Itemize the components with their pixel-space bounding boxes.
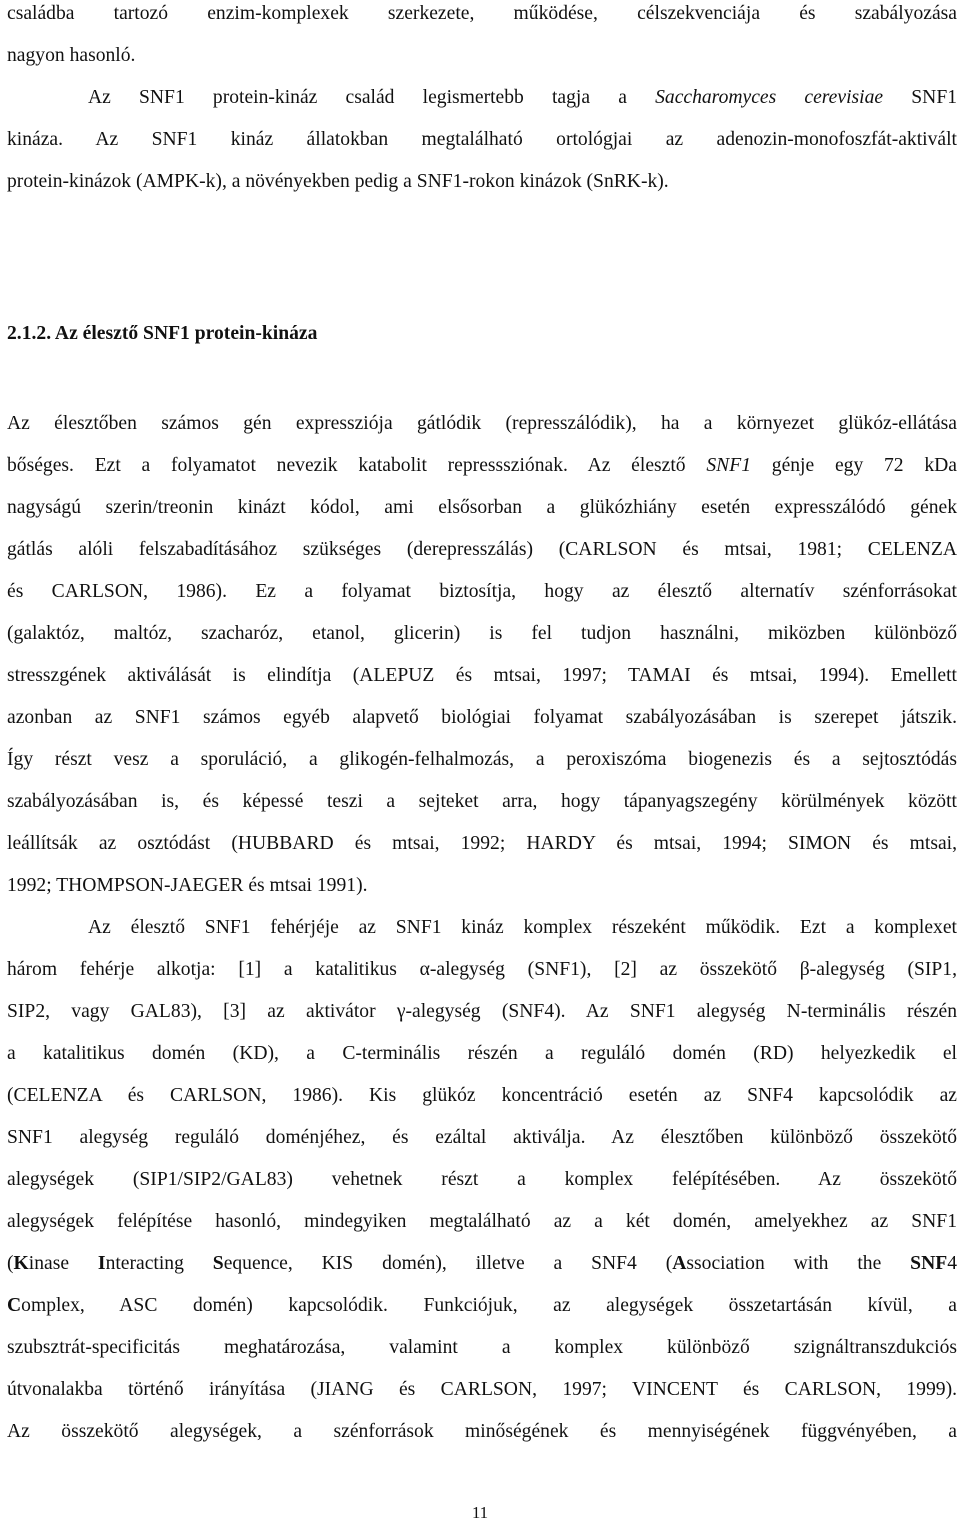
- text-line: [88, 86, 957, 110]
- text-line: Az élesztő SNF1 fehérjéje az SNF1 kináz komplex részeként működik. Ezt a komplexet: [88, 917, 957, 938]
- text-line: (galaktóz, maltóz, szacharóz, etanol, glicerin) is fel tudjon használni, miközben különböző: [7, 623, 957, 644]
- text-line: alegységek (SIP1/SIP2/GAL83) vehetnek részt a komplex felépítésében. Az összekötő: [7, 1169, 957, 1190]
- text-line: családba tartozó enzim-komplexek szerkezete, működése, célszekvenciája és szabályozása: [7, 3, 957, 24]
- text-line: [7, 1294, 957, 1318]
- text-line: protein-kinázok (AMPK-k), a növényekben pedig a SNF1-rokon kinázok (SnRK-k).: [7, 171, 669, 192]
- acronym-letter: SNF: [910, 1253, 948, 1274]
- text-line: nagyon hasonló.: [7, 45, 136, 66]
- acronym-letter: C: [7, 1295, 22, 1316]
- text-line: szubsztrát-specificitás meghatározása, valamint a komplex különböző szignáltranszdukciós: [7, 1337, 957, 1358]
- text-line: gátlás alóli felszabadításához szükséges (derepresszálás) (CARLSON és mtsai, 1981; CELENZA: [7, 539, 957, 560]
- acronym-letter: S: [212, 1253, 224, 1274]
- section-title: Az élesztő SNF1 protein-kináza: [54, 323, 318, 344]
- text-line: útvonalakba történő irányítása (JIANG és CARLSON, 1997; VINCENT és CARLSON, 1999).: [7, 1379, 957, 1400]
- text-line: Így részt vesz a sporuláció, a glikogén-felhalmozás, a peroxiszóma biogenezis és a sejtosztódás: [7, 749, 957, 770]
- text-span: omplex, ASC domén) kapcsolódik. Funkciójuk, az alegységek összetartásán kívül, a: [21, 1295, 957, 1316]
- text-line: Az élesztőben számos gén expressziója gátlódik (represszálódik), ha a környezet glükóz-ellátása: [7, 413, 957, 434]
- page-number: 11: [471, 1503, 489, 1522]
- text-span: génje egy 72 kDa: [771, 455, 958, 476]
- text-line: Az összekötő alegységek, a szénforrások minőségének és mennyiségének függvényében, a: [7, 1421, 957, 1442]
- text-line: SNF1 alegység reguláló doménjéhez, és ezáltal aktiválja. Az élesztőben különböző összekötő: [7, 1127, 957, 1148]
- text-span: SNF1: [911, 87, 958, 108]
- gene-name: SNF1: [706, 455, 751, 476]
- text-line: leállítsák az osztódást (HUBBARD és mtsai, 1992; HARDY és mtsai, 1994; SIMON és mtsai,: [7, 833, 957, 854]
- text-line: [7, 454, 957, 478]
- text-line: és CARLSON, 1986). Ez a folyamat biztosítja, hogy az élesztő alternatív szénforrásokat: [7, 581, 957, 602]
- text-line: kináza. Az SNF1 kináz állatokban megtalálható ortológjai az adenozin-monofoszfát-aktivált: [7, 129, 957, 150]
- text-span: inase: [28, 1253, 98, 1274]
- section-number: 2.1.2.: [7, 323, 52, 344]
- text-line: három fehérje alkotja: [1] a katalitikus α-alegység (SNF1), [2] az összekötő β-alegység (SIP1,: [7, 959, 957, 980]
- text-span: 4: [947, 1253, 957, 1274]
- text-span: equence, KIS domén), illetve a SNF4 (: [223, 1253, 673, 1274]
- text-line: 1992; THOMPSON-JAEGER és mtsai 1991).: [7, 875, 368, 896]
- text-line: SIP2, vagy GAL83), [3] az aktivátor γ-alegység (SNF4). Az SNF1 alegység N-terminális részén: [7, 1001, 957, 1022]
- section-heading: [7, 322, 317, 346]
- acronym-letter: I: [97, 1253, 106, 1274]
- text-span: ssociation with the: [686, 1253, 911, 1274]
- text-span: (: [7, 1253, 14, 1274]
- text-line: [7, 1252, 957, 1276]
- text-line: (CELENZA és CARLSON, 1986). Kis glükóz koncentráció esetén az SNF4 kapcsolódik az: [7, 1085, 957, 1106]
- text-span: nteracting: [105, 1253, 213, 1274]
- species-name: Saccharomyces cerevisiae: [655, 87, 884, 108]
- text-line: a katalitikus domén (KD), a C-terminális részén a reguláló domén (RD) helyezkedik el: [7, 1043, 957, 1064]
- text-span: bőséges. Ezt a folyamatot nevezik katabolit represssziónak. Az élesztő: [7, 455, 686, 476]
- acronym-letter: A: [672, 1253, 687, 1274]
- text-line: alegységek felépítése hasonló, mindegyiken megtalálható az a két domén, amelyekhez az SNF1: [7, 1211, 957, 1232]
- text-line: szabályozásában is, és képessé teszi a sejteket arra, hogy tápanyagszegény körülmények között: [7, 791, 957, 812]
- text-line: stresszgének aktiválását is elindítja (ALEPUZ és mtsai, 1997; TAMAI és mtsai, 1994). Emellett: [7, 665, 957, 686]
- text-line: nagyságú szerin/treonin kinázt kódol, ami elsősorban a glükózhiány esetén expresszálódó gének: [7, 497, 957, 518]
- text-line: azonban az SNF1 számos egyéb alapvető biológiai folyamat szabályozásában is szerepet játszik.: [7, 707, 957, 728]
- acronym-letter: K: [13, 1253, 29, 1274]
- text-span: Az SNF1 protein-kináz család legismertebb tagja a: [88, 87, 627, 108]
